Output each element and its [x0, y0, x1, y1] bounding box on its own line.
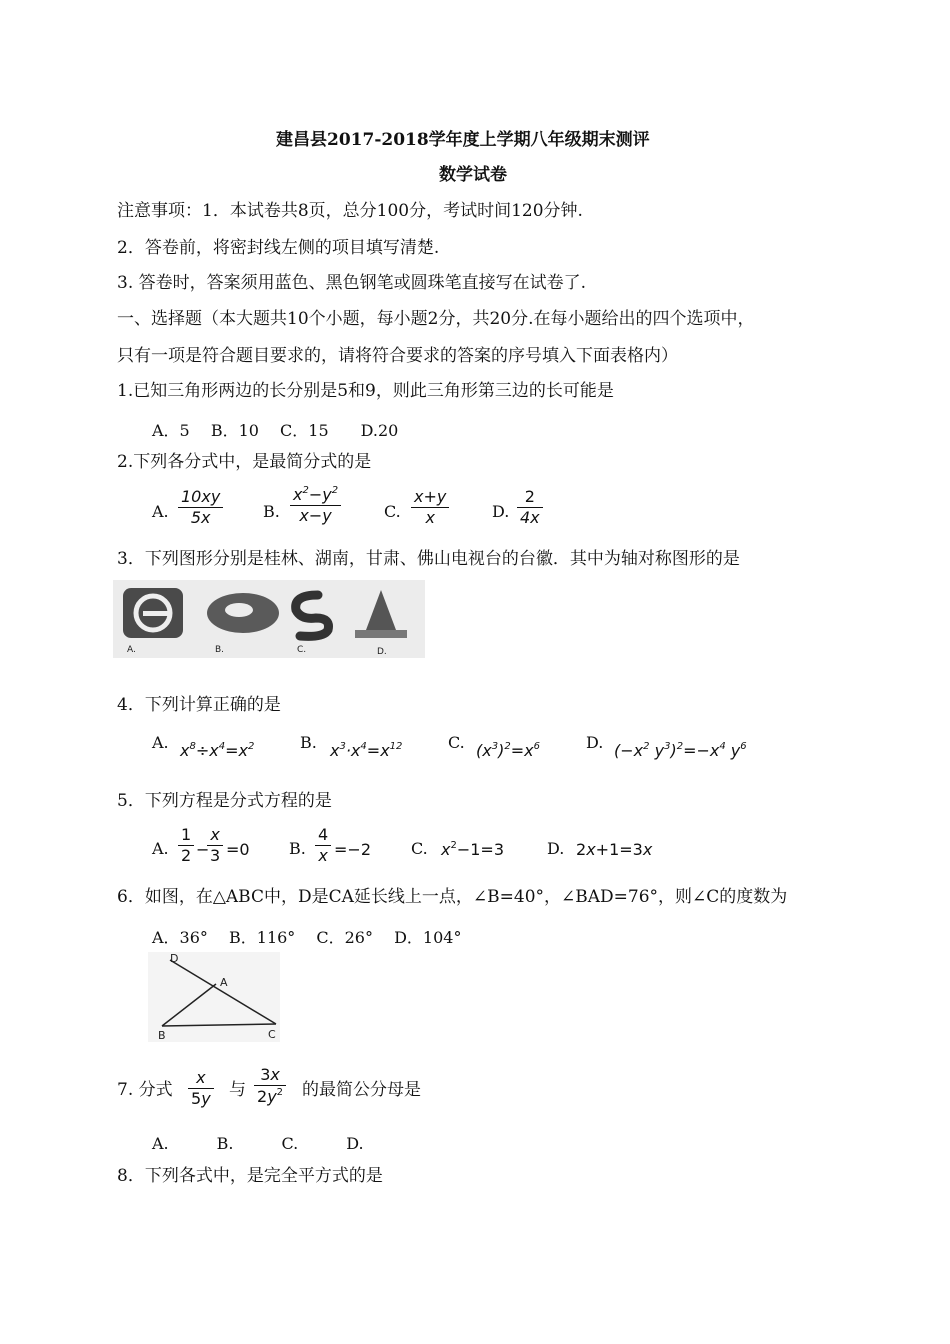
- fraction-denominator: 4x: [520, 508, 540, 527]
- page-title: 建昌县2017-2018学年度上学期八年级期末测评: [276, 130, 650, 150]
- note-2: 2．答卷前，将密封线左侧的项目填写清楚.: [117, 238, 440, 258]
- question-2-option-a: [178, 489, 223, 526]
- question-4-stem: 4．下列计算正确的是: [117, 695, 281, 715]
- fraction-numerator: 2: [524, 487, 535, 506]
- question-1-options: A．5 B．10 C．15 D.20: [152, 421, 399, 440]
- question-6-options: A．36° B．116° C．26° D．104°: [152, 928, 462, 947]
- question-2-label-c: C.: [384, 502, 401, 521]
- question-5-option-b-rhs: =−2: [334, 840, 371, 859]
- section-heading-line1: 一、选择题（本大题共10个小题，每小题2分，共20分.在每小题给出的四个选项中，: [117, 309, 755, 329]
- question-1-stem: 1.已知三角形两边的长分别是5和9，则此三角形第三边的长可能是: [117, 381, 614, 401]
- label-c: C: [268, 1028, 276, 1041]
- question-5-option-c: $x^2-1=3$: [441, 840, 505, 859]
- logo-label-b: B.: [215, 645, 225, 655]
- question-5-label-b: B.: [289, 839, 306, 858]
- question-5-stem: 5．下列方程是分式方程的是: [117, 791, 332, 811]
- question-2-label-d: D.: [492, 502, 510, 521]
- question-5-option-b-frac: 4 x: [315, 827, 331, 864]
- question-7-frac1: x 5y: [188, 1070, 214, 1107]
- question-6-stem: 6．如图，在△ABC中，D是CA延长线上一点，∠B=40°，∠BAD=76°，则∠C的度数为: [117, 887, 788, 907]
- question-2-option-d: [517, 489, 543, 526]
- question-5-label-d: D.: [547, 839, 565, 858]
- label-d: D: [170, 952, 179, 965]
- question-7-prefix: 7. 分式: [117, 1080, 173, 1100]
- page-subtitle: 数学试卷: [439, 165, 507, 185]
- question-2-option-b: [290, 486, 341, 524]
- question-2-option-c: [411, 489, 449, 526]
- question-5-label-c: C.: [411, 839, 428, 858]
- question-7-frac2: 3x $2y^2$: [254, 1067, 286, 1105]
- line-ba: [162, 984, 216, 1026]
- question-2-stem: 2.下列各分式中，是最简分式的是: [117, 452, 372, 472]
- section-heading-line2: 只有一项是符合题目要求的，请将符合要求的答案的序号填入下面表格内）: [117, 346, 678, 366]
- question-4-label-d: D.: [586, 733, 604, 752]
- label-a: A: [220, 976, 228, 989]
- triangle-figure: [148, 952, 280, 1042]
- fraction-numerator: $x^2-y^2$: [293, 485, 339, 504]
- note-3: 3. 答卷时，答案须用蓝色、黑色钢笔或圆珠笔直接写在试卷了.: [117, 273, 587, 293]
- logo-label-c: C.: [297, 645, 307, 655]
- line-bc: [162, 1024, 276, 1026]
- line-dc: [170, 960, 276, 1024]
- question-4-option-c: $(x^3)^2=x^6$: [476, 741, 540, 760]
- question-4-option-b: $x^3\cdot x^4=x^{12}$: [330, 741, 403, 760]
- fraction-denominator: 5x: [190, 508, 211, 527]
- question-8-stem: 8．下列各式中，是完全平方式的是: [117, 1166, 383, 1186]
- note-1: 注意事项：1．本试卷共8页，总分100分，考试时间120分钟.: [117, 201, 583, 221]
- question-4-option-a: $x^8\div x^4=x^2$: [180, 741, 255, 760]
- question-5-option-d: 2x+1=3x: [576, 840, 653, 859]
- tv-station-logos-image: [113, 580, 425, 658]
- question-7-mid: 与: [229, 1080, 246, 1100]
- fraction-numerator: x+y: [414, 487, 447, 506]
- fraction-numerator: 10xy: [181, 487, 221, 506]
- logo-label-d: D.: [377, 647, 387, 657]
- question-7-suffix: 的最简公分母是: [302, 1080, 421, 1100]
- question-5-option-a-minus: −: [196, 840, 210, 859]
- question-7-options: A. B. C. D.: [152, 1134, 364, 1153]
- logo-label-a: A.: [127, 645, 136, 655]
- logo-c-icon: [296, 595, 329, 636]
- fraction-denominator: x−y: [299, 506, 332, 525]
- triangle-svg: [148, 952, 280, 1042]
- question-2-label-b: B.: [263, 502, 280, 521]
- question-5-option-a-frac2: x 3: [207, 827, 223, 864]
- question-5-option-a-rhs: =0: [226, 840, 250, 859]
- question-5-label-a: A.: [152, 839, 169, 858]
- question-4-label-a: A.: [152, 733, 169, 752]
- question-4-option-d: ($-x^2$ $y^3)^2=-x^4$ $y^6$: [614, 741, 747, 760]
- label-b: B: [158, 1029, 166, 1042]
- question-3-stem: 3．下列图形分别是桂林、湖南，甘肃、佛山电视台的台徽．其中为轴对称图形的是: [117, 549, 740, 569]
- question-4-label-c: C.: [448, 733, 465, 752]
- question-4-label-b: B.: [300, 733, 317, 752]
- logos-svg: [113, 580, 425, 658]
- question-5-option-a-frac1: 1 2: [178, 827, 194, 864]
- fraction-denominator: x: [425, 508, 435, 527]
- question-2-label-a: A.: [152, 502, 169, 521]
